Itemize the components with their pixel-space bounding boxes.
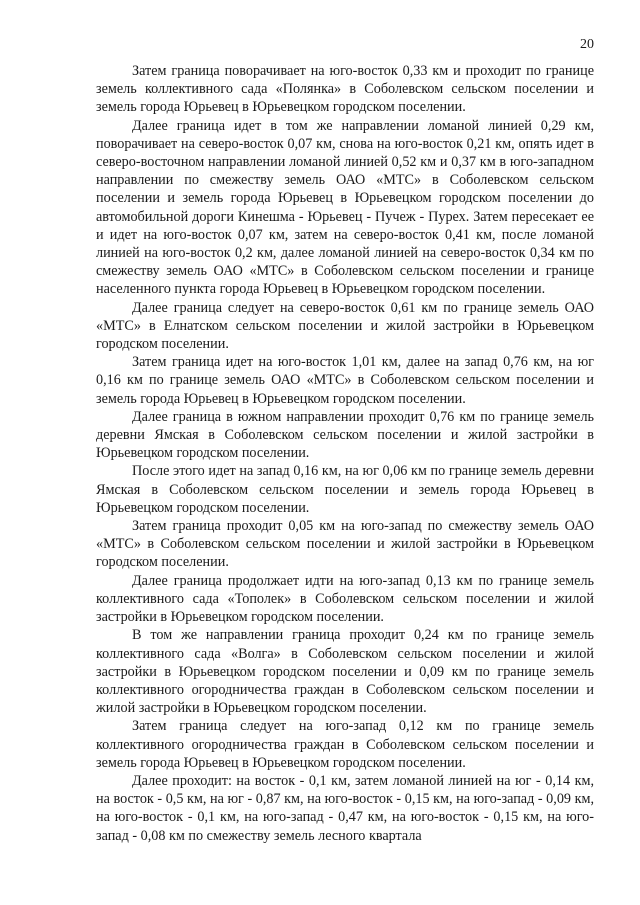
paragraph: Затем граница идет на юго-восток 1,01 км, далее на запад 0,76 км, на юг 0,16 км по границе земель ОАО «МТС» в Соболевском сельском поселении и земель города Юрьевец в Юрьевецком городском поселении. — [96, 354, 594, 407]
paragraph: Затем граница проходит 0,05 км на юго-запад по смежеству земель ОАО «МТС» в Соболевском сельском поселении и жилой застройки в Юрьевецком городском поселении. — [96, 518, 594, 571]
paragraph: Далее проходит: на восток - 0,1 км, затем ломаной линией на юг - 0,14 км, на восток - 0,5 км, на юг - 0,87 км, на юго-восток - 0,15 км, на юго-запад - 0,09 км, на юго-восток - 0,1 км, на юго-запад - 0,47 км, на юго-восток - 0,15 км, на юго-запад - 0,08 км по смежеству земель лесного квартала — [96, 772, 594, 844]
document-body — [96, 62, 594, 845]
paragraph: После этого идет на запад 0,16 км, на юг 0,06 км по границе земель деревни Ямская в Соболевском сельском поселении и земель города Юрьевец в Юрьевецком городском поселении. — [96, 463, 594, 516]
paragraph: Затем граница поворачивает на юго-восток 0,33 км и проходит по границе земель коллективного сада «Полянка» в Соболевском сельском поселении и земель города Юрьевец в Юрьевецком городском поселении. — [96, 63, 594, 116]
page-number: 20 — [580, 37, 594, 52]
paragraph: Далее граница следует на северо-восток 0,61 км по границе земель ОАО «МТС» в Елнатском сельском поселении и жилой застройки в Юрьевецком городском поселении. — [96, 299, 594, 353]
paragraph: Далее граница продолжает идти на юго-запад 0,13 км по границе земель коллективного сада «Тополек» в Соболевском сельском поселении и жилой застройки в Юрьевецком городском поселении. — [96, 572, 594, 626]
paragraph: Далее граница в южном направлении проходит 0,76 км по границе земель деревни Ямская в Соболевском сельском поселении и жилой застройки в Юрьевецком городском поселении. — [96, 408, 594, 462]
paragraph: Затем граница следует на юго-запад 0,12 км по границе земель коллективного огородничества граждан в Соболевском сельском поселении и земель города Юрьевец в Юрьевецком городском поселении. — [96, 718, 594, 771]
paragraph: Далее граница идет в том же направлении ломаной линией 0,29 км, поворачивает на северо-восток 0,07 км, снова на юго-восток 0,21 км, опять идет в северо-восточном направлении ломаной линией 0,52 км и 0,37 км в юго-западном направлении по смежеству земель ОАО «МТС» в Соболевском сельском поселении и земель города Юрьевец в Юрьевецком городском поселении до автомобильной дороги Кинешма - Юрьевец - Пучеж - Пурех. Затем пересекает ее и идет на юго-восток 0,07 км, затем на северо-восток 0,41 км, после ломаной линией на юго-восток 0,2 км, далее ломаной линией на северо-восток 0,34 км по смежеству земель ОАО «МТС» в Соболевском сельском поселении и границе населенного пункта города Юрьевец в Юрьевецком городском поселении. — [96, 117, 594, 298]
paragraph: В том же направлении граница проходит 0,24 км по границе земель коллективного сада «Волга» в Соболевском сельском поселении и жилой застройки в Юрьевецком городском поселении и 0,09 км по границе земель коллективного огородничества граждан в Соболевском сельском поселении и жилой застройки в Юрьевецком городском поселении. — [96, 627, 594, 717]
